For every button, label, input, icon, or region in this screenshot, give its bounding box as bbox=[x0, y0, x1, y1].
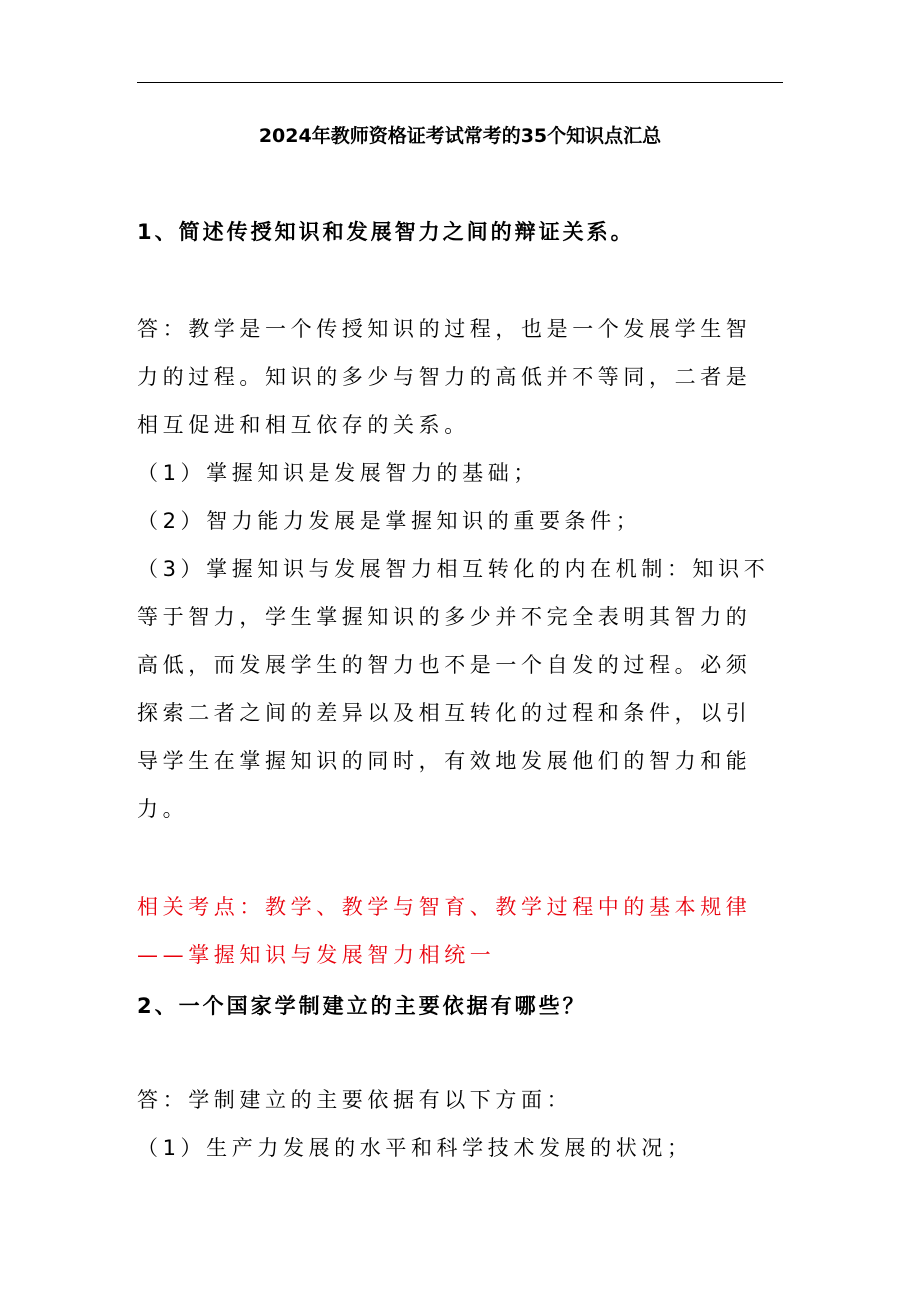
answer-1-line: 力。 bbox=[137, 797, 189, 821]
question-1: 1、简述传授知识和发展智力之间的辩证关系。 bbox=[137, 220, 635, 244]
answer-1-line: （1）掌握知识是发展智力的基础； bbox=[137, 461, 539, 485]
answer-1-line: 探索二者之间的差异以及相互转化的过程和条件，以引 bbox=[137, 701, 752, 725]
related-points-line: 相关考点：教学、教学与智育、教学过程中的基本规律 bbox=[137, 895, 752, 919]
answer-1-line: 答：教学是一个传授知识的过程，也是一个发展学生智 bbox=[137, 317, 752, 341]
answer-1-line: （2）智力能力发展是掌握知识的重要条件； bbox=[137, 509, 642, 533]
answer-1-line: 高低，而发展学生的智力也不是一个自发的过程。必须 bbox=[137, 653, 752, 677]
answer-1 bbox=[137, 305, 783, 833]
document-title: 2024年教师资格证考试常考的35个知识点汇总 bbox=[258, 125, 662, 147]
answer-2-line: （1）生产力发展的水平和科学技术发展的状况； bbox=[137, 1136, 693, 1160]
related-points bbox=[137, 883, 783, 979]
answer-1-line: 力的过程。知识的多少与智力的高低并不等同，二者是 bbox=[137, 365, 752, 389]
header-rule bbox=[137, 82, 783, 83]
answer-2-line: 答：学制建立的主要依据有以下方面： bbox=[137, 1088, 573, 1112]
answer-1-line: 相互促进和相互依存的关系。 bbox=[137, 413, 470, 437]
question-2: 2、一个国家学制建立的主要依据有哪些？ bbox=[137, 994, 587, 1018]
related-points-line: ——掌握知识与发展智力相统一 bbox=[137, 943, 496, 967]
answer-1-line: 导学生在掌握知识的同时，有效地发展他们的智力和能 bbox=[137, 749, 752, 773]
answer-2 bbox=[137, 1076, 783, 1172]
answer-1-line: 等于智力，学生掌握知识的多少并不完全表明其智力的 bbox=[137, 605, 752, 629]
answer-1-line: （3）掌握知识与发展智力相互转化的内在机制：知识不 bbox=[137, 557, 770, 581]
